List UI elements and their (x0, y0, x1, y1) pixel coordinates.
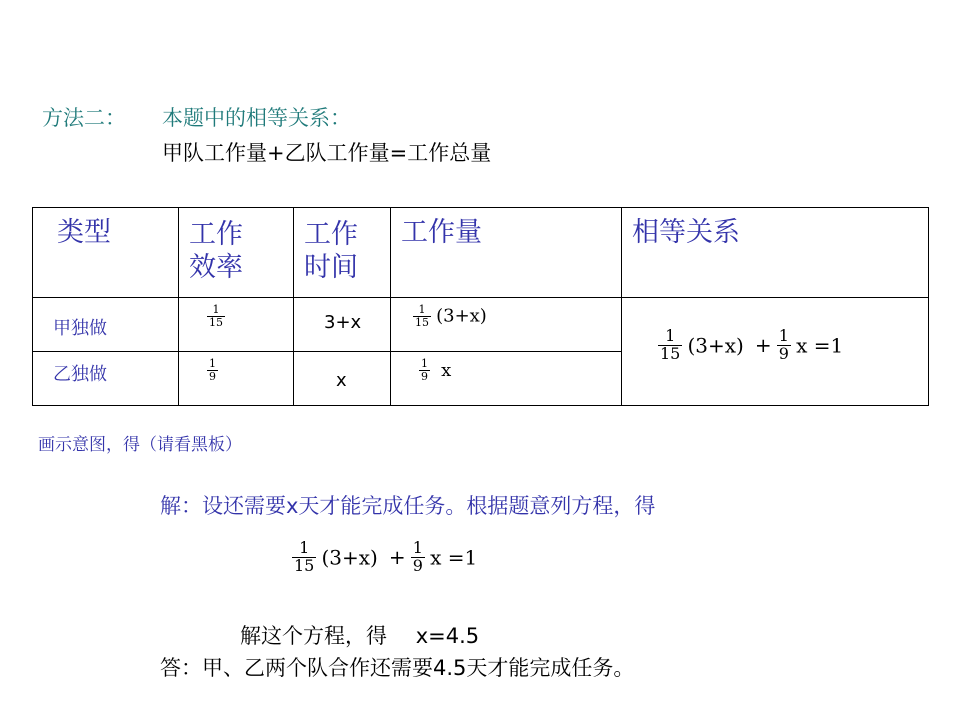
solution-fraction-1 (292, 540, 316, 575)
header-rate (179, 208, 293, 284)
header-rate-line2: 效率 (189, 252, 243, 283)
work-table (32, 207, 929, 406)
equation-fraction-2 (777, 328, 791, 363)
fraction-numerator: 1 (299, 538, 310, 557)
rate-fraction (207, 358, 218, 382)
header-time-line2: 时间 (304, 252, 358, 283)
header-time-line1: 工作 (304, 219, 358, 250)
amount-expression: x (441, 359, 452, 381)
row-label: 乙独做 (53, 364, 107, 385)
header-time (294, 208, 390, 284)
fraction-numerator: 1 (418, 303, 426, 316)
fraction-denominator: 15 (294, 555, 315, 575)
amount-fraction (413, 304, 431, 328)
header-amount: 工作量 (401, 217, 482, 248)
solution-equation (292, 540, 477, 575)
fraction-denominator: 9 (412, 555, 423, 575)
equation-fraction-1 (658, 328, 682, 363)
diagram-note: 画示意图，得（请看黑板） (38, 435, 242, 455)
relation-title: 本题中的相等关系： (162, 106, 351, 130)
fraction-denominator: 15 (209, 315, 223, 329)
amount-expression: (3+x) (436, 305, 487, 327)
table-header-row (33, 208, 929, 298)
solution-intro-text: 解：设还需要x天才能完成任务。根据题意列方程，得 (160, 494, 656, 518)
header-equation: 相等关系 (632, 217, 740, 248)
solution-intro (160, 490, 655, 520)
answer-text: 答：甲、乙两个队合作还需要4.5天才能完成任务。 (160, 656, 635, 680)
fraction-denominator: 9 (209, 369, 216, 383)
fraction-numerator: 1 (421, 357, 428, 370)
solve-text: 解这个方程，得 (240, 624, 387, 648)
equation-expr-2: x =1 (796, 333, 844, 358)
fraction-denominator: 15 (660, 343, 681, 363)
table-equation (622, 298, 928, 363)
header-type: 类型 (57, 217, 111, 248)
equation-expr-1: (3+x) (687, 333, 744, 358)
solution-expr-1: (3+x) (321, 545, 378, 570)
amount-fraction (419, 358, 430, 382)
table-row (33, 298, 929, 352)
solve-result: x=4.5 (415, 624, 480, 648)
solution-fraction-2 (411, 540, 425, 575)
equation-plus: + (754, 333, 772, 358)
fraction-numerator: 1 (778, 326, 789, 345)
fraction-denominator: 15 (415, 315, 429, 329)
time-value: 3+x (324, 312, 362, 333)
fraction-numerator: 1 (665, 326, 676, 345)
solution-plus: + (388, 545, 406, 570)
fraction-denominator: 9 (421, 369, 428, 383)
fraction-numerator: 1 (209, 357, 216, 370)
fraction-numerator: 1 (412, 538, 423, 557)
row-label: 甲独做 (53, 318, 107, 339)
time-value: x (336, 370, 347, 391)
method-title: 方法二： (42, 106, 126, 130)
relation-text: 甲队工作量+乙队工作量=工作总量 (162, 141, 492, 165)
fraction-numerator: 1 (212, 303, 220, 316)
rate-fraction (207, 304, 225, 328)
solution-expr-2: x =1 (430, 545, 478, 570)
header-rate-line1: 工作 (189, 219, 243, 250)
solve-line (240, 620, 479, 650)
fraction-denominator: 9 (778, 343, 789, 363)
